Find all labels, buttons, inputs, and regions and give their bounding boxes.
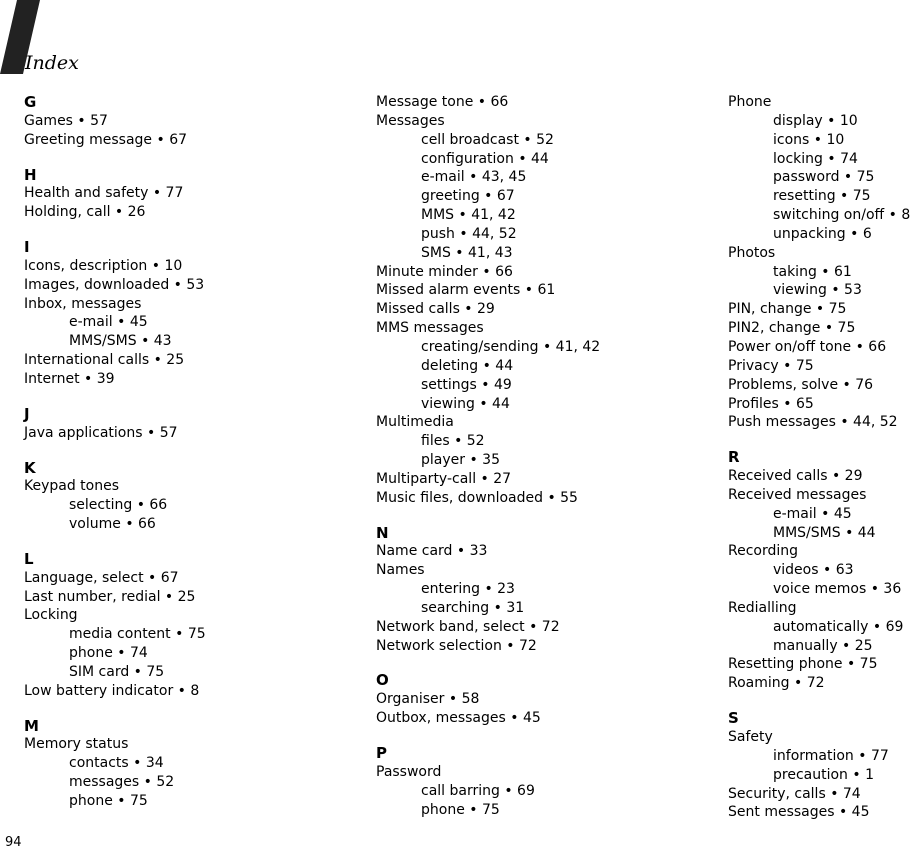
- index-entry: Language, select • 67: [24, 569, 179, 586]
- index-entry: PIN2, change • 75: [728, 320, 856, 337]
- index-entry: Images, downloaded • 53: [24, 276, 205, 293]
- index-entry: MMS messages: [376, 320, 484, 337]
- index-entry: Internet • 39: [24, 370, 115, 387]
- index-subentry: unpacking • 6: [773, 225, 872, 242]
- index-entry: Minute minder • 66: [376, 263, 513, 280]
- index-subentry: volume • 66: [69, 516, 156, 533]
- index-subentry: searching • 31: [421, 599, 525, 616]
- index-subentry: automatically • 69: [773, 618, 904, 635]
- index-letter-heading: I: [24, 238, 30, 257]
- index-letter-heading: S: [728, 709, 739, 728]
- index-entry: Profiles • 65: [728, 395, 814, 412]
- index-subentry: configuration • 44: [421, 150, 549, 167]
- index-column-3: [728, 93, 924, 822]
- index-subentry: information • 77: [773, 747, 889, 764]
- index-entry: Password: [376, 763, 442, 780]
- index-entry: Power on/off tone • 66: [728, 338, 887, 355]
- index-entry: Name card • 33: [376, 543, 488, 560]
- index-entry: Roaming • 72: [728, 675, 825, 692]
- index-subentry: selecting • 66: [69, 497, 168, 514]
- index-entry: Icons, description • 10: [24, 257, 183, 274]
- section-gap: [24, 701, 364, 717]
- index-letter-heading: K: [24, 458, 36, 477]
- index-entry: Outbox, messages • 45: [376, 710, 541, 727]
- index-subentry: videos • 63: [773, 562, 854, 579]
- page-header-title: Index: [25, 52, 79, 74]
- index-subentry: display • 10: [773, 112, 858, 129]
- index-entry: Holding, call • 26: [24, 204, 146, 221]
- section-gap: [376, 655, 716, 671]
- index-subentry: MMS/SMS • 43: [69, 333, 172, 350]
- index-entry: Memory status: [24, 736, 129, 753]
- index-entry: Keypad tones: [24, 478, 120, 495]
- section-gap: [24, 150, 364, 166]
- index-entry: Privacy • 75: [728, 357, 814, 374]
- index-entry: Names: [376, 562, 425, 579]
- index-subentry: phone • 75: [421, 801, 500, 818]
- index-entry: Health and safety • 77: [24, 185, 184, 202]
- page-number: 94: [5, 835, 22, 850]
- index-entry: Photos: [728, 244, 776, 261]
- index-letter-heading: J: [24, 404, 30, 423]
- index-subentry: voice memos • 36: [773, 581, 902, 598]
- index-entry: Locking: [24, 607, 78, 624]
- index-entry: Security, calls • 74: [728, 785, 861, 802]
- index-letter-heading: O: [376, 671, 389, 690]
- index-entry: Network band, select • 72: [376, 618, 560, 635]
- index-column-1: [24, 93, 364, 811]
- index-column-2: [376, 93, 716, 819]
- index-letter-heading: H: [24, 165, 37, 184]
- index-entry: Multimedia: [376, 414, 454, 431]
- index-subentry: call barring • 69: [421, 782, 535, 799]
- index-entry: Problems, solve • 76: [728, 376, 874, 393]
- index-entry: Music files, downloaded • 55: [376, 489, 578, 506]
- section-gap: [728, 432, 924, 448]
- index-letter-heading: R: [728, 448, 740, 467]
- index-entry: Sent messages • 45: [728, 804, 870, 821]
- index-letter-heading: L: [24, 549, 34, 568]
- index-subentry: contacts • 34: [69, 755, 164, 772]
- index-subentry: viewing • 53: [773, 282, 862, 299]
- index-subentry: precaution • 1: [773, 766, 874, 783]
- index-entry: PIN, change • 75: [728, 301, 847, 318]
- index-entry: Phone: [728, 94, 772, 110]
- index-subentry: manually • 25: [773, 637, 873, 654]
- index-subentry: deleting • 44: [421, 357, 514, 374]
- index-entry: Inbox, messages: [24, 295, 142, 312]
- index-letter-heading: M: [24, 716, 39, 735]
- index-letter-heading: N: [376, 523, 389, 542]
- index-entry: Multiparty-call • 27: [376, 470, 512, 487]
- section-gap: [24, 222, 364, 238]
- index-subentry: MMS/SMS • 44: [773, 524, 876, 541]
- index-entry: Received calls • 29: [728, 468, 863, 485]
- index-entry: Last number, redial • 25: [24, 588, 196, 605]
- index-entry: Greeting message • 67: [24, 131, 188, 148]
- index-subentry: settings • 49: [421, 376, 512, 393]
- index-subentry: phone • 74: [69, 645, 148, 662]
- index-entry: Message tone • 66: [376, 94, 509, 110]
- index-subentry: files • 52: [421, 433, 485, 450]
- index-subentry: entering • 23: [421, 581, 515, 598]
- index-entry: Messages: [376, 112, 445, 129]
- index-entry: Push messages • 44, 52: [728, 414, 898, 431]
- index-subentry: phone • 75: [69, 793, 148, 809]
- index-subentry: taking • 61: [773, 263, 852, 280]
- index-entry: Low battery indicator • 8: [24, 682, 200, 699]
- index-subentry: push • 44, 52: [421, 225, 517, 242]
- section-gap: [24, 443, 364, 459]
- index-subentry: SMS • 41, 43: [421, 244, 513, 261]
- index-subentry: locking • 74: [773, 150, 858, 167]
- index-entry: Recording: [728, 543, 799, 560]
- section-gap: [24, 534, 364, 550]
- index-subentry: viewing • 44: [421, 395, 510, 412]
- index-subentry: icons • 10: [773, 131, 845, 148]
- index-subentry: e-mail • 45: [773, 505, 852, 522]
- index-letter-heading: G: [24, 93, 37, 111]
- index-subentry: e-mail • 43, 45: [421, 169, 527, 186]
- index-subentry: e-mail • 45: [69, 314, 148, 331]
- index-entry: Network selection • 72: [376, 637, 537, 654]
- index-entry: Resetting phone • 75: [728, 656, 878, 673]
- index-subentry: MMS • 41, 42: [421, 207, 516, 224]
- index-entry: Games • 57: [24, 112, 108, 129]
- index-entry: International calls • 25: [24, 352, 185, 369]
- index-entry: Redialling: [728, 599, 797, 616]
- section-gap: [376, 508, 716, 524]
- section-gap: [728, 693, 924, 709]
- index-letter-heading: P: [376, 744, 387, 762]
- index-entry: Missed alarm events • 61: [376, 282, 556, 299]
- section-gap: [376, 728, 716, 744]
- index-subentry: password • 75: [773, 169, 875, 186]
- index-entry: Missed calls • 29: [376, 301, 495, 318]
- index-subentry: cell broadcast • 52: [421, 131, 554, 148]
- index-subentry: resetting • 75: [773, 188, 871, 205]
- index-subentry: SIM card • 75: [69, 663, 165, 680]
- index-subentry: switching on/off • 8: [773, 207, 911, 224]
- index-entry: Organiser • 58: [376, 691, 480, 708]
- index-subentry: player • 35: [421, 452, 500, 469]
- index-subentry: messages • 52: [69, 774, 175, 791]
- index-entry: Java applications • 57: [24, 424, 178, 441]
- index-subentry: greeting • 67: [421, 188, 515, 205]
- index-subentry: creating/sending • 41, 42: [421, 338, 601, 355]
- section-gap: [24, 389, 364, 405]
- index-subentry: media content • 75: [69, 626, 206, 643]
- index-entry: Safety: [728, 729, 773, 745]
- index-entry: Received messages: [728, 486, 867, 503]
